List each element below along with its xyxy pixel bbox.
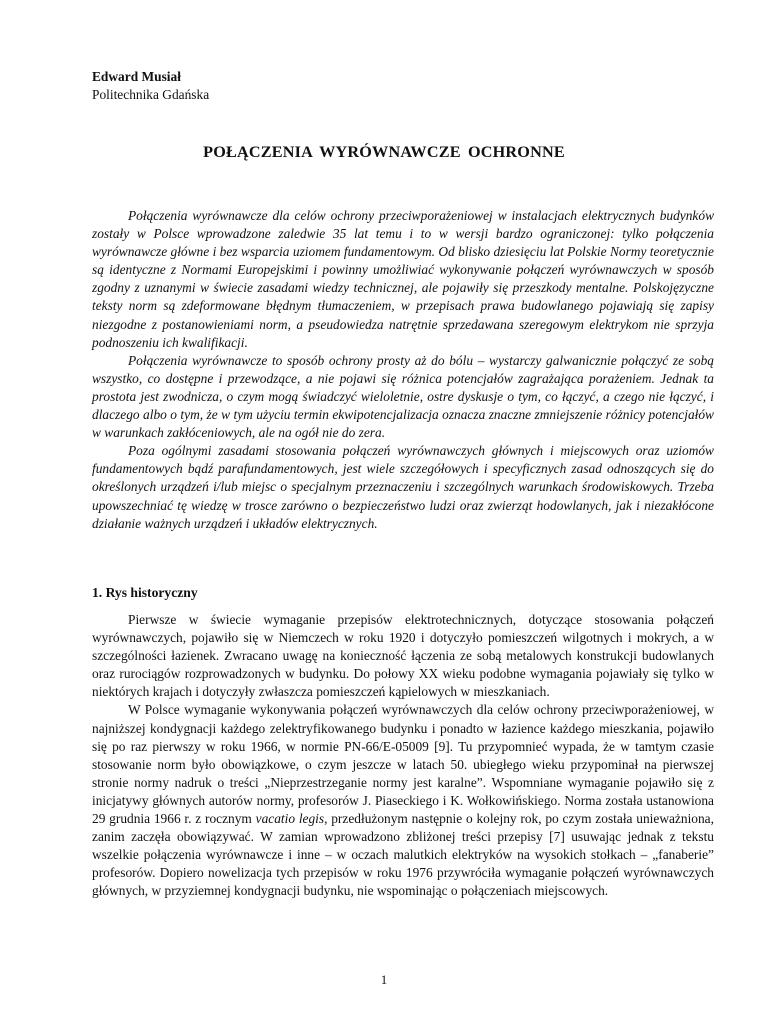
author-block [92,68,209,104]
abstract [92,207,714,533]
latin-term: vacatio legis [255,811,325,827]
body-text: , przedłużonym następnie o kolejny rok, po czym została unieważniona, zanim zaczęła obowiązywać. W zamian wprowadzono zbliżonej treści przepisy [7] usuwając jednak z tekstu wszelkie połączenia wyrównawcze i inne – w oczach malutkich elektryków na wysokich stołkach – „fanaberie” profesorów. Dopiero nowelizacja tych przepisów w roku 1976 przywróciła wymaganie połączeń wyrównawczych głównych, w przyziemnej kondygnacji budynku, nie wspominając o połączeniach miejscowych. [92,811,714,899]
abstract-paragraph: Połączenia wyrównawcze to sposób ochrony prosty aż do bólu – wystarczy galwanicznie połączyć ze sobą wszystko, co dostępne i przewodzące, a nie pojawi się różnica potencjałów zagrażająca porażeniem. Jednak ta prostota jest zwodnicza, o czym mogą świadczyć wieloletnie, ostre dyskusje o tym, co łączyć, a czego nie łączyć, i dlaczego albo o tym, że w tym użyciu termin ekwipotencjalizacja oznacza znaczne zmniejszenie różnicy potencjałów w warunkach zakłóceniowych, ale na ogół nie do zera. [92,352,714,441]
page-number: 1 [380,972,388,987]
document-title: POŁĄCZENIA WYRÓWNAWCZE OCHRONNE [203,143,565,161]
body-paragraph [92,701,714,900]
abstract-paragraph: Połączenia wyrównawcze dla celów ochrony przeciwporażeniowej w instalacjach elektrycznych budynków zostały w Polsce wprowadzone zaledwie 35 lat temu i to w wersji bardzo ograniczonej: tylko połączenia wyrównawcze główne i bez wsparcia uziomem fundamentowym. Od blisko dziesięciu lat Polskie Normy teoretycznie są identyczne z Normami Europejskimi i powinny umożliwiać wykonywanie połączeń wyrównawczych w sposób zgodny z uznanymi w świecie zasadami wiedzy technicznej, ale pojawiły się przeszkody mentalne. Polskojęzyczne teksty norm są zdeformowane błędnym tłumaczeniem, w przepisach prawa budowlanego pojawiają się zapisy niezgodne z postanowieniami norm, a pseudowiedza natrętnie sprzedawana szeregowym elektrykom nie sprzyja podnoszeniu ich kwalifikacji. [92,208,714,350]
body-paragraph: Pierwsze w świecie wymaganie przepisów elektrotechnicznych, dotyczące stosowania połączeń wyrównawczych, pojawiło się w Niemczech w roku 1920 i dotyczyło pomieszczeń wilgotnych i mokrych, a w szczególności łazienek. Zwracano uwagę na konieczność łączenia ze sobą metalowych konstrukcji budowlanych oraz rurociągów rozprowadzonych w budynku. Do połowy XX wieku podobne wymagania pojawiały się tylko w niektórych krajach i dotyczyły zwłaszcza pomieszczeń kąpielowych w mieszkaniach. [92,612,714,700]
author-affiliation: Politechnika Gdańska [92,87,210,102]
abstract-paragraph: Poza ogólnymi zasadami stosowania połączeń wyrównawczych głównych i miejscowych oraz uziomów fundamentowych bądź parafundamentowych, jest wiele szczegółowych i specyficznych zasad odnoszących się do określonych urządzeń i/lub miejsc o specjalnym przeznaczeniu i szczególnych warunkach środowiskowych. Trzeba upowszechniać tę wiedzę w trosce zarówno o bezpieczeństwo ludzi oraz zwierząt hodowlanych, jak i niezakłócone działanie ważnych urządzeń i układów elektrycznych. [92,443,714,531]
section-heading: 1. Rys historyczny [92,585,198,600]
body-text: W Polsce wymaganie wykonywania połączeń wyrównawczych dla celów ochrony przeciwporażeniowej, w najniższej kondygnacji każdego zelektryfikowanego budynku i ponadto w łazience każdego mieszkania, pojawiło się po raz pierwszy w roku 1966, w normie PN-66/E-05009 [9]. Tu przypomnieć wypada, że w tamtym czasie stosowanie norm było obowiązkowe, o czym jeszcze w latach 50. ubiegłego wieku przypominał na pierwszej stronie normy nadruk o treści „Nieprzestrzeganie normy jest karalne”. Wspomniane wymaganie pojawiło się z inicjatywy głównych autorów normy, profesorów J. Piaseckiego i K. Wołkowińskiego. Norma została ustanowiona 29 grudnia 1966 r. z rocznym [92,702,714,827]
section-body [92,611,714,901]
author-name: Edward Musiał [92,69,181,84]
